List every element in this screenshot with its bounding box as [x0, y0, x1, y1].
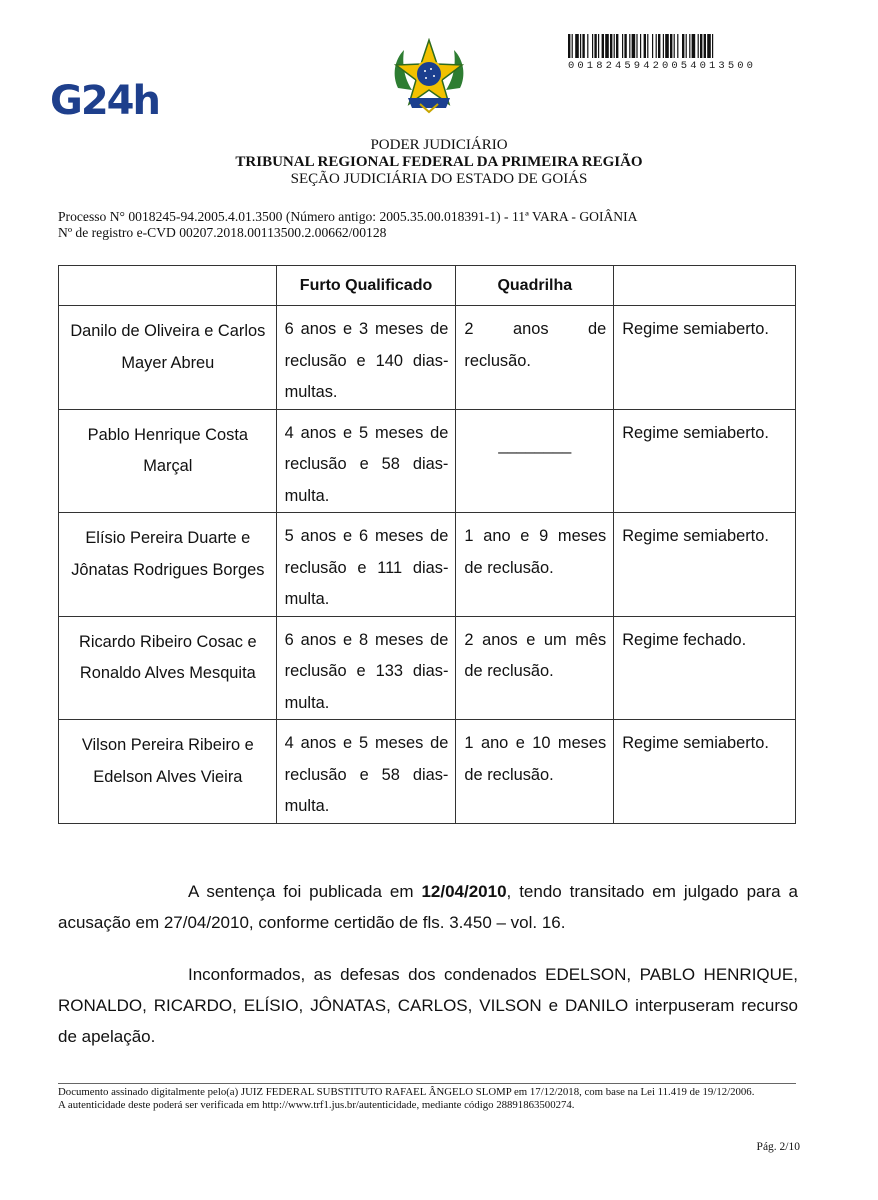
quadrilha-cell: 2 anos e um mês de reclusão.: [464, 630, 607, 680]
regime-cell: Regime semiaberto.: [622, 423, 769, 442]
table-header-cell: [59, 266, 277, 306]
table-row: [59, 409, 796, 513]
defendants-cell: Vilson Pereira Ribeiro e Edelson Alves Vieira: [81, 736, 254, 786]
table-row: [59, 513, 796, 617]
furto-cell: 6 anos e 3 meses de reclusão e 140 dias-multas.: [284, 320, 449, 401]
regime-cell: Regime fechado.: [622, 630, 747, 649]
quadrilha-cell: ________: [498, 435, 572, 454]
footer-divider: [58, 1083, 796, 1084]
furto-cell: 4 anos e 5 meses de reclusão e 58 dias-multa.: [284, 734, 449, 815]
defendants-cell: Pablo Henrique Costa Marçal: [87, 425, 249, 475]
table-header-row: [59, 266, 796, 306]
barcode-icon: [568, 34, 786, 58]
barcode-number: 00182459420054013500: [568, 60, 757, 72]
table-row: [59, 306, 796, 410]
header-line-1: PODER JUDICIÁRIO: [370, 137, 508, 153]
regime-cell: Regime semiaberto.: [622, 527, 769, 545]
coat-of-arms-icon: [390, 38, 468, 114]
table-header-cell: [614, 266, 796, 306]
defendants-cell: Elísio Pereira Duarte e Jônatas Rodrigues Borges: [71, 529, 265, 579]
page-number: Pág. 2/10: [756, 1141, 800, 1153]
signature-footer: [58, 1086, 798, 1112]
furto-cell: 6 anos e 8 meses de reclusão e 133 dias-multa.: [284, 630, 449, 712]
publication-text-start: A sentença foi publicada em: [188, 882, 422, 901]
sentence-table: [58, 265, 796, 824]
furto-cell: 4 anos e 5 meses de reclusão e 58 dias-multa.: [284, 423, 449, 505]
publication-text-end: , tendo transitado em julgado para a acusação em 27/04/2010, conforme certidão de fls. 3.450 – vol. 16.: [58, 882, 798, 932]
publication-date: 12/04/2010: [421, 882, 507, 901]
table-header-cell: Furto Qualificado: [276, 266, 456, 306]
publication-paragraph: [58, 876, 798, 938]
defendants-cell: Danilo de Oliveira e Carlos Mayer Abreu: [70, 322, 266, 372]
authenticity-line: A autenticidade deste poderá ser verificada em http://www.trf1.jus.br/autenticidade, mediante código 28891863500274.: [58, 1099, 575, 1111]
court-header: [0, 137, 878, 188]
quadrilha-cell: 1 ano e 10 meses de reclusão.: [464, 734, 607, 784]
furto-cell: 5 anos e 6 meses de reclusão e 111 dias-multa.: [284, 527, 449, 608]
table-header-cell: Quadrilha: [456, 266, 614, 306]
signature-line: Documento assinado digitalmente pelo(a) JUIZ FEDERAL SUBSTITUTO RAFAEL ÂNGELO SLOMP em 17/12/2018, com base na Lei 11.419 de 19/12/2006.: [58, 1086, 755, 1098]
appeal-paragraph: Inconformados, as defesas dos condenados EDELSON, PABLO HENRIQUE, RONALDO, RICARDO, ELÍSIO, JÔNATAS, CARLOS, VILSON e DANILO interpuseram recurso de apelação.: [58, 965, 798, 1046]
defendants-cell: Ricardo Ribeiro Cosac e Ronaldo Alves Mesquita: [79, 632, 257, 682]
table-row: [59, 616, 796, 720]
regime-cell: Regime semiaberto.: [622, 734, 769, 752]
process-number: Processo N° 0018245-94.2005.4.01.3500 (Número antigo: 2005.35.00.018391-1) - 11ª VARA - GOIÂNIA: [58, 209, 638, 224]
g24h-logo: G24h: [50, 78, 159, 124]
table-row: [59, 720, 796, 824]
header-line-2: TRIBUNAL REGIONAL FEDERAL DA PRIMEIRA REGIÃO: [235, 154, 643, 170]
registry-number: Nº de registro e-CVD 00207.2018.00113500.2.00662/00128: [58, 225, 387, 240]
quadrilha-cell: 2 anos de reclusão.: [464, 320, 607, 370]
quadrilha-cell: 1 ano e 9 meses de reclusão.: [464, 527, 607, 577]
process-info: [58, 209, 838, 241]
header-line-3: SEÇÃO JUDICIÁRIA DO ESTADO DE GOIÁS: [290, 171, 588, 187]
regime-cell: Regime semiaberto.: [622, 320, 769, 338]
